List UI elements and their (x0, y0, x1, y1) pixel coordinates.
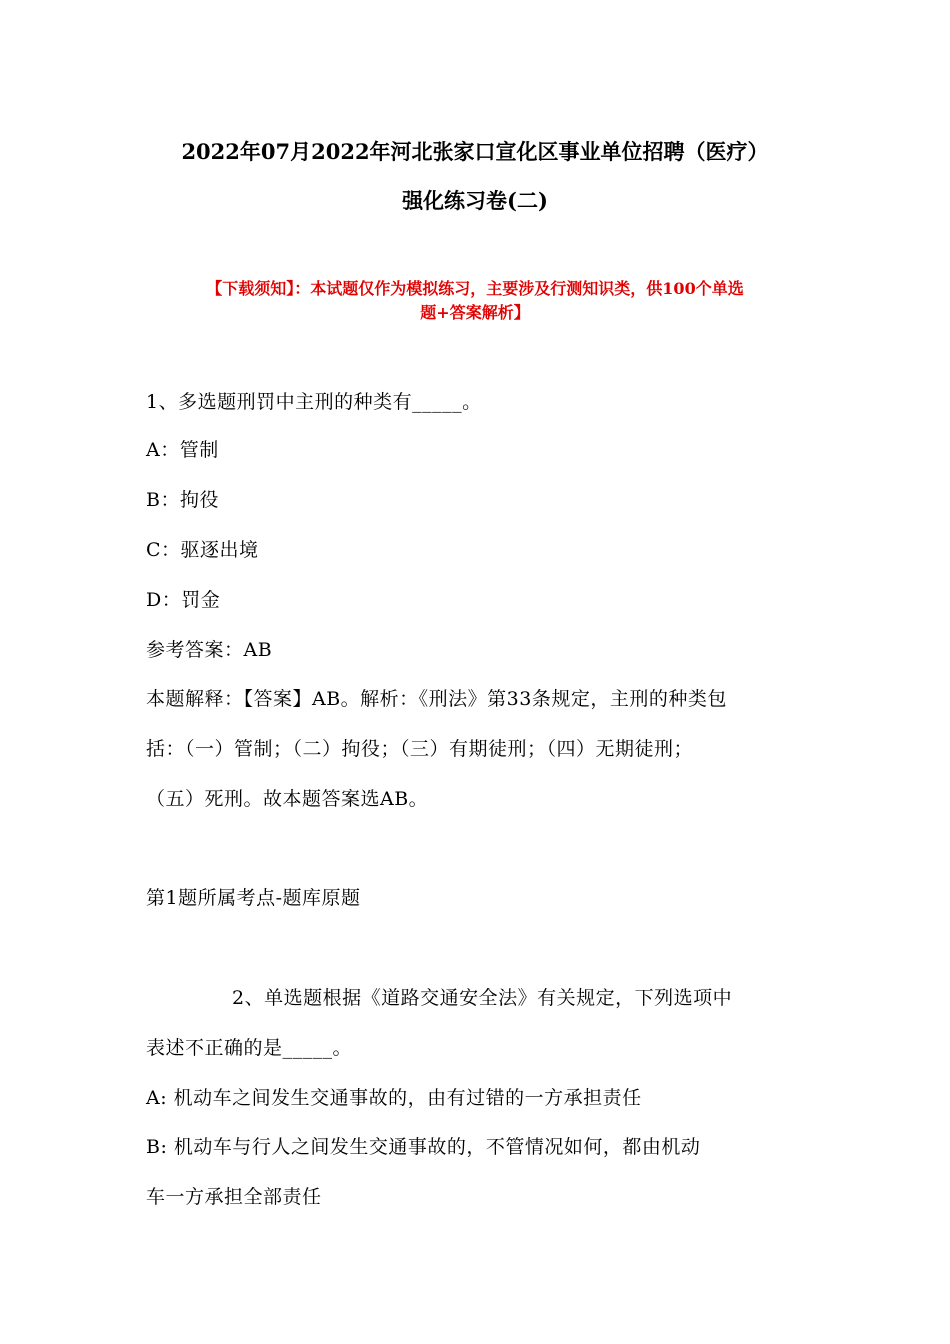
question-1-explanation-line-1: 本题解释：【答案】AB。解析：《刑法》第33条规定，主刑的种类包 (146, 688, 727, 710)
question-1-stem: 1、多选题刑罚中主刑的种类有_____。 (146, 391, 482, 413)
question-2-stem-line-2: 表述不正确的是_____。 (146, 1037, 353, 1059)
document-title-line-2: 强化练习卷(二) (402, 188, 548, 213)
question-1-option-a: A：管制 (146, 439, 219, 461)
document-title-line-1: 2022年07月2022年河北张家口宣化区事业单位招聘（医疗） (181, 139, 769, 164)
question-1-option-c: C：驱逐出境 (146, 539, 259, 561)
question-1-option-b: B：拘役 (146, 489, 219, 511)
question-1-explanation-line-2: 括：（一）管制；（二）拘役；（三）有期徒刑；（四）无期徒刑； (146, 738, 694, 760)
question-2-option-b-line-2: 车一方承担全部责任 (146, 1186, 322, 1208)
download-notice-line-1: 【下载须知】：本试题仅作为模拟练习，主要涉及行测知识类，供100个单选 (206, 279, 744, 298)
question-1-explanation-line-3: （五）死刑。故本题答案选AB。 (146, 788, 429, 810)
question-1-option-d: D：罚金 (146, 589, 221, 611)
download-notice-line-2: 题+答案解析】 (420, 303, 530, 322)
question-2-option-a: A: 机动车之间发生交通事故的，由有过错的一方承担责任 (146, 1087, 642, 1109)
question-2-option-b-line-1: B: 机动车与行人之间发生交通事故的，不管情况如何，都由机动 (146, 1136, 701, 1158)
question-1-answer: 参考答案：AB (146, 639, 273, 661)
question-1-topic: 第1题所属考点-题库原题 (146, 887, 361, 909)
question-2-stem-line-1: 2、单选题根据《道路交通安全法》有关规定，下列选项中 (232, 987, 733, 1009)
